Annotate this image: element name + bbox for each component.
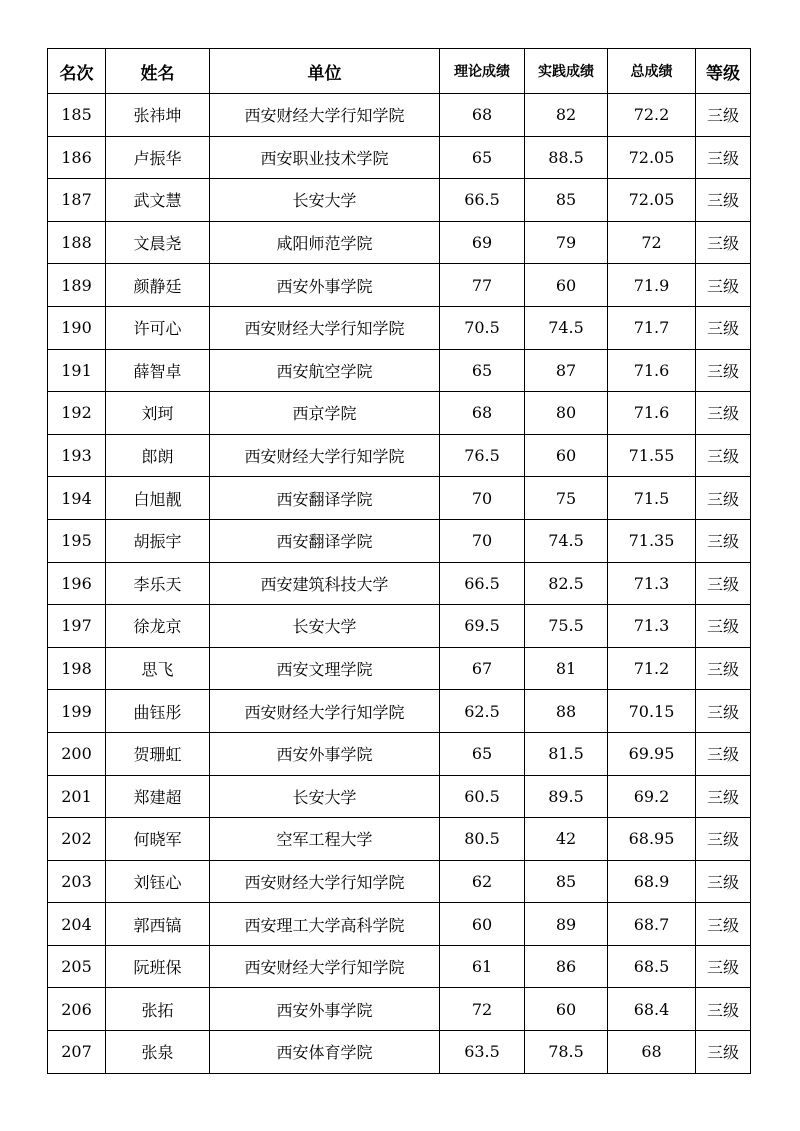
header-theory-score: 理论成绩	[440, 49, 525, 94]
cell-unit: 西安财经大学行知学院	[210, 945, 440, 988]
cell-rank: 198	[48, 647, 106, 690]
cell-name: 思飞	[106, 647, 210, 690]
cell-level: 三级	[696, 392, 751, 435]
cell-theory-score: 61	[440, 945, 525, 988]
cell-total-score: 72.05	[608, 179, 696, 222]
table-row	[48, 732, 751, 775]
header-total-score: 总成绩	[608, 49, 696, 94]
cell-level: 三级	[696, 605, 751, 648]
cell-total-score: 71.6	[608, 349, 696, 392]
cell-rank: 186	[48, 136, 106, 179]
cell-level: 三级	[696, 306, 751, 349]
cell-total-score: 71.3	[608, 605, 696, 648]
cell-practice-score: 87	[525, 349, 608, 392]
cell-theory-score: 69.5	[440, 605, 525, 648]
cell-total-score: 72	[608, 221, 696, 264]
cell-practice-score: 78.5	[525, 1031, 608, 1074]
cell-unit: 西安翻译学院	[210, 519, 440, 562]
cell-total-score: 72.05	[608, 136, 696, 179]
table-row	[48, 562, 751, 605]
cell-name: 张拓	[106, 988, 210, 1031]
cell-unit: 西安翻译学院	[210, 477, 440, 520]
cell-name: 郭西镐	[106, 903, 210, 946]
cell-unit: 西安外事学院	[210, 264, 440, 307]
header-rank: 名次	[48, 49, 106, 94]
cell-total-score: 68.4	[608, 988, 696, 1031]
cell-total-score: 71.7	[608, 306, 696, 349]
cell-name: 张泉	[106, 1031, 210, 1074]
cell-theory-score: 80.5	[440, 818, 525, 861]
table-row	[48, 775, 751, 818]
cell-level: 三级	[696, 477, 751, 520]
cell-rank: 200	[48, 732, 106, 775]
cell-name: 贺珊虹	[106, 732, 210, 775]
cell-name: 卢振华	[106, 136, 210, 179]
cell-unit: 西安外事学院	[210, 988, 440, 1031]
cell-total-score: 69.2	[608, 775, 696, 818]
cell-theory-score: 65	[440, 732, 525, 775]
cell-theory-score: 66.5	[440, 562, 525, 605]
cell-name: 许可心	[106, 306, 210, 349]
table-header-row	[48, 49, 751, 94]
cell-practice-score: 88.5	[525, 136, 608, 179]
cell-theory-score: 72	[440, 988, 525, 1031]
table-row	[48, 264, 751, 307]
table-row	[48, 349, 751, 392]
cell-total-score: 68	[608, 1031, 696, 1074]
cell-theory-score: 63.5	[440, 1031, 525, 1074]
cell-name: 文晨尧	[106, 221, 210, 264]
cell-unit: 西安财经大学行知学院	[210, 860, 440, 903]
table-row	[48, 477, 751, 520]
cell-level: 三级	[696, 860, 751, 903]
header-name: 姓名	[106, 49, 210, 94]
cell-theory-score: 68	[440, 94, 525, 137]
table-row	[48, 434, 751, 477]
header-unit: 单位	[210, 49, 440, 94]
cell-practice-score: 74.5	[525, 306, 608, 349]
cell-unit: 空军工程大学	[210, 818, 440, 861]
cell-name: 武文慧	[106, 179, 210, 222]
cell-level: 三级	[696, 775, 751, 818]
cell-theory-score: 67	[440, 647, 525, 690]
cell-unit: 西安航空学院	[210, 349, 440, 392]
cell-name: 何晓军	[106, 818, 210, 861]
cell-unit: 西安体育学院	[210, 1031, 440, 1074]
cell-practice-score: 88	[525, 690, 608, 733]
cell-unit: 西安财经大学行知学院	[210, 306, 440, 349]
cell-level: 三级	[696, 988, 751, 1031]
cell-level: 三级	[696, 136, 751, 179]
cell-level: 三级	[696, 690, 751, 733]
cell-theory-score: 70	[440, 477, 525, 520]
cell-rank: 204	[48, 903, 106, 946]
cell-level: 三级	[696, 264, 751, 307]
cell-rank: 189	[48, 264, 106, 307]
cell-name: 颜静廷	[106, 264, 210, 307]
cell-level: 三级	[696, 945, 751, 988]
cell-unit: 西安财经大学行知学院	[210, 434, 440, 477]
cell-rank: 201	[48, 775, 106, 818]
cell-practice-score: 89.5	[525, 775, 608, 818]
cell-total-score: 71.3	[608, 562, 696, 605]
cell-practice-score: 85	[525, 179, 608, 222]
cell-practice-score: 42	[525, 818, 608, 861]
cell-unit: 西安理工大学高科学院	[210, 903, 440, 946]
cell-theory-score: 66.5	[440, 179, 525, 222]
table-row	[48, 945, 751, 988]
cell-total-score: 71.55	[608, 434, 696, 477]
cell-total-score: 68.7	[608, 903, 696, 946]
cell-rank: 207	[48, 1031, 106, 1074]
cell-rank: 206	[48, 988, 106, 1031]
header-level: 等级	[696, 49, 751, 94]
cell-total-score: 68.5	[608, 945, 696, 988]
table-row	[48, 647, 751, 690]
cell-rank: 193	[48, 434, 106, 477]
cell-theory-score: 76.5	[440, 434, 525, 477]
cell-practice-score: 82.5	[525, 562, 608, 605]
table-row	[48, 519, 751, 562]
cell-total-score: 71.9	[608, 264, 696, 307]
cell-practice-score: 79	[525, 221, 608, 264]
cell-total-score: 72.2	[608, 94, 696, 137]
cell-name: 阮班保	[106, 945, 210, 988]
cell-rank: 205	[48, 945, 106, 988]
cell-rank: 188	[48, 221, 106, 264]
cell-rank: 196	[48, 562, 106, 605]
table-row	[48, 1031, 751, 1074]
cell-practice-score: 86	[525, 945, 608, 988]
cell-rank: 185	[48, 94, 106, 137]
cell-total-score: 71.35	[608, 519, 696, 562]
cell-name: 徐龙京	[106, 605, 210, 648]
cell-level: 三级	[696, 519, 751, 562]
cell-theory-score: 70.5	[440, 306, 525, 349]
cell-name: 刘珂	[106, 392, 210, 435]
cell-unit: 西安建筑科技大学	[210, 562, 440, 605]
results-table	[47, 48, 751, 1074]
cell-name: 郎朗	[106, 434, 210, 477]
cell-practice-score: 74.5	[525, 519, 608, 562]
cell-theory-score: 60	[440, 903, 525, 946]
header-practice-score: 实践成绩	[525, 49, 608, 94]
cell-level: 三级	[696, 732, 751, 775]
table-row	[48, 179, 751, 222]
cell-total-score: 71.2	[608, 647, 696, 690]
cell-practice-score: 85	[525, 860, 608, 903]
cell-unit: 西安职业技术学院	[210, 136, 440, 179]
cell-total-score: 70.15	[608, 690, 696, 733]
table-row	[48, 392, 751, 435]
cell-rank: 195	[48, 519, 106, 562]
cell-total-score: 68.9	[608, 860, 696, 903]
cell-rank: 191	[48, 349, 106, 392]
cell-theory-score: 77	[440, 264, 525, 307]
cell-name: 张祎坤	[106, 94, 210, 137]
cell-rank: 203	[48, 860, 106, 903]
cell-theory-score: 60.5	[440, 775, 525, 818]
table-row	[48, 690, 751, 733]
table-row	[48, 605, 751, 648]
cell-level: 三级	[696, 434, 751, 477]
cell-theory-score: 62	[440, 860, 525, 903]
cell-rank: 187	[48, 179, 106, 222]
cell-unit: 长安大学	[210, 775, 440, 818]
cell-level: 三级	[696, 179, 751, 222]
cell-level: 三级	[696, 349, 751, 392]
cell-practice-score: 75	[525, 477, 608, 520]
table-row	[48, 903, 751, 946]
cell-theory-score: 65	[440, 136, 525, 179]
cell-practice-score: 80	[525, 392, 608, 435]
table-row	[48, 818, 751, 861]
table-row	[48, 221, 751, 264]
cell-total-score: 69.95	[608, 732, 696, 775]
cell-practice-score: 89	[525, 903, 608, 946]
cell-level: 三级	[696, 221, 751, 264]
cell-practice-score: 82	[525, 94, 608, 137]
cell-practice-score: 81	[525, 647, 608, 690]
cell-level: 三级	[696, 818, 751, 861]
cell-unit: 西安外事学院	[210, 732, 440, 775]
cell-unit: 西安财经大学行知学院	[210, 94, 440, 137]
cell-name: 李乐天	[106, 562, 210, 605]
cell-unit: 西安财经大学行知学院	[210, 690, 440, 733]
cell-practice-score: 60	[525, 988, 608, 1031]
cell-theory-score: 69	[440, 221, 525, 264]
cell-name: 曲钰彤	[106, 690, 210, 733]
cell-theory-score: 70	[440, 519, 525, 562]
cell-level: 三级	[696, 1031, 751, 1074]
cell-rank: 202	[48, 818, 106, 861]
cell-rank: 197	[48, 605, 106, 648]
table-row	[48, 94, 751, 137]
cell-name: 郑建超	[106, 775, 210, 818]
cell-name: 刘钰心	[106, 860, 210, 903]
cell-rank: 199	[48, 690, 106, 733]
cell-theory-score: 62.5	[440, 690, 525, 733]
table-row	[48, 136, 751, 179]
cell-unit: 长安大学	[210, 605, 440, 648]
cell-unit: 西安文理学院	[210, 647, 440, 690]
cell-theory-score: 68	[440, 392, 525, 435]
cell-theory-score: 65	[440, 349, 525, 392]
cell-rank: 194	[48, 477, 106, 520]
cell-rank: 190	[48, 306, 106, 349]
cell-rank: 192	[48, 392, 106, 435]
results-table-container	[47, 48, 750, 1074]
cell-level: 三级	[696, 647, 751, 690]
cell-practice-score: 60	[525, 434, 608, 477]
cell-total-score: 68.95	[608, 818, 696, 861]
cell-total-score: 71.6	[608, 392, 696, 435]
cell-name: 白旭靓	[106, 477, 210, 520]
cell-unit: 西京学院	[210, 392, 440, 435]
cell-total-score: 71.5	[608, 477, 696, 520]
cell-name: 胡振宇	[106, 519, 210, 562]
table-row	[48, 306, 751, 349]
cell-practice-score: 60	[525, 264, 608, 307]
cell-unit: 长安大学	[210, 179, 440, 222]
table-row	[48, 988, 751, 1031]
cell-level: 三级	[696, 903, 751, 946]
cell-practice-score: 81.5	[525, 732, 608, 775]
cell-level: 三级	[696, 562, 751, 605]
cell-practice-score: 75.5	[525, 605, 608, 648]
cell-unit: 咸阳师范学院	[210, 221, 440, 264]
table-body	[48, 94, 751, 1074]
cell-name: 薛智卓	[106, 349, 210, 392]
cell-level: 三级	[696, 94, 751, 137]
table-row	[48, 860, 751, 903]
